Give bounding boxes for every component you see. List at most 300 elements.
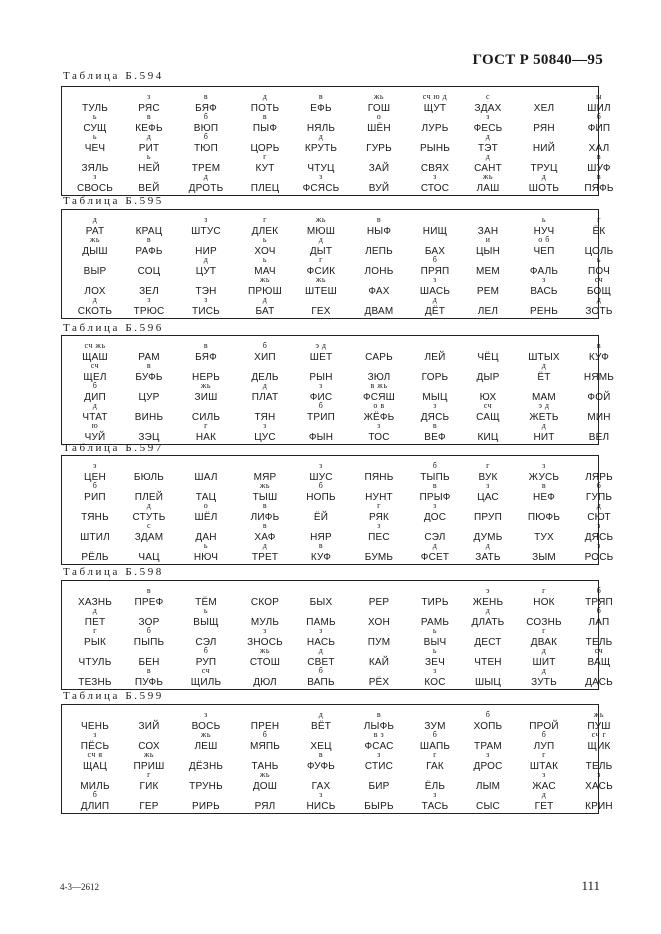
syllable-cell: [179, 255, 233, 277]
syllable-word: ТУХ: [534, 532, 554, 543]
syllable-word: ЗАН: [477, 226, 499, 237]
syllable-cell: [517, 123, 571, 134]
syllable-cell: [122, 295, 176, 317]
syllable-cell: [461, 352, 515, 363]
syllable-word: НАСЬ: [306, 637, 336, 648]
syllable-cell: [352, 472, 406, 483]
syllable-word: ШЕТ: [309, 352, 333, 363]
syllable-cell: [179, 761, 233, 772]
syllable-word: ГОШ: [367, 103, 391, 114]
syllable-word: РУП: [195, 657, 217, 668]
syllable-cell: [461, 286, 515, 297]
variant-annotation: ь: [203, 606, 209, 615]
syllable-cell: [294, 750, 348, 772]
syllable-word: ТЭТ: [477, 143, 498, 154]
variant-annotation: о в: [373, 401, 385, 410]
syllable-word: ЩУТ: [423, 103, 447, 114]
variant-annotation: г: [377, 501, 381, 510]
syllable-word: ДЕСТ: [474, 637, 502, 648]
syllable-word: ГАК: [426, 761, 444, 772]
variant-annotation: д: [541, 172, 547, 181]
syllable-word: ДЕЛЬ: [251, 372, 279, 383]
syllable-cell: [408, 666, 462, 688]
syllable-word: ФОЙ: [587, 392, 611, 403]
syllable-cell: [294, 481, 348, 503]
variant-annotation: г: [542, 626, 546, 635]
syllable-word: ФАЛЬ: [529, 266, 559, 277]
syllable-word: ЛЫФЬ: [363, 721, 395, 732]
syllable-word: СОЗНЬ: [526, 617, 562, 628]
syllable-table: [61, 335, 615, 445]
syllable-word: СТУТЬ: [132, 512, 166, 523]
syllable-word: РЁЛЬ: [81, 552, 109, 563]
variant-annotation: з: [93, 172, 97, 181]
syllable-word: ШТЕШ: [305, 286, 337, 297]
variant-annotation: д: [92, 215, 98, 224]
syllable-word: ГИК: [139, 781, 159, 792]
syllable-word: РЫК: [84, 637, 106, 648]
syllable-word: ЦУТ: [195, 266, 217, 277]
syllable-word: ШЁН: [367, 123, 391, 134]
syllable-word: РЫНЬ: [419, 143, 451, 154]
syllable-cell: [179, 666, 233, 688]
syllable-cell: [408, 92, 462, 114]
syllable-word: ЛЕШ: [194, 741, 218, 752]
variant-annotation: б: [432, 730, 438, 739]
variant-annotation: сч: [201, 666, 211, 675]
syllable-word: ПЫПЬ: [133, 637, 165, 648]
syllable-cell: [461, 637, 515, 648]
variant-annotation: жь: [259, 646, 271, 655]
syllable-cell: [122, 152, 176, 174]
syllable-cell: [572, 215, 626, 237]
syllable-word: СЮТ: [587, 512, 611, 523]
syllable-word: БУФЬ: [135, 372, 163, 383]
syllable-cell: [408, 123, 462, 134]
syllable-word: ПАМЬ: [306, 617, 336, 628]
syllable-word: ШТЫХ: [528, 352, 560, 363]
syllable-cell: [179, 730, 233, 752]
syllable-word: ШАПЬ: [419, 741, 451, 752]
variant-annotation: г: [319, 255, 323, 264]
syllable-word: ТРАМ: [474, 741, 502, 752]
syllable-word: РЕМ: [476, 286, 500, 297]
variant-annotation: жь: [89, 235, 101, 244]
variant-annotation: з: [433, 401, 437, 410]
variant-annotation: ь: [92, 132, 98, 141]
variant-annotation: з: [319, 381, 323, 390]
syllable-word: МУЛЬ: [250, 617, 280, 628]
variant-annotation: з: [433, 501, 437, 510]
variant-annotation: э: [93, 461, 97, 470]
syllable-word: БАТ: [255, 306, 275, 317]
syllable-word: ЛИФЬ: [250, 512, 280, 523]
syllable-cell: [179, 341, 233, 363]
syllable-cell: [238, 381, 292, 403]
variant-annotation: з: [263, 421, 267, 430]
variant-annotation: в: [376, 710, 382, 719]
syllable-word: ВЫЩ: [193, 617, 219, 628]
variant-annotation: в: [432, 481, 438, 490]
variant-annotation: ь: [146, 152, 152, 161]
syllable-word: ШИТ: [532, 657, 556, 668]
variant-annotation: д: [596, 295, 602, 304]
footer-code: 4-3—2612: [60, 882, 99, 892]
syllable-word: СВЕТ: [307, 657, 335, 668]
variant-annotation: ь: [432, 646, 438, 655]
variant-annotation: о: [203, 501, 209, 510]
variant-annotation: д: [596, 501, 602, 510]
syllable-cell: [179, 215, 233, 237]
syllable-word: ФУФЬ: [306, 761, 336, 772]
variant-annotation: д: [262, 92, 268, 101]
syllable-word: КОС: [424, 677, 446, 688]
table-caption: Таблица Б.595: [63, 195, 164, 207]
syllable-cell: [517, 666, 571, 688]
syllable-word: НЕЙ: [138, 163, 160, 174]
variant-annotation: жь: [373, 92, 385, 101]
syllable-word: ДЯСЬ: [420, 412, 450, 423]
syllable-word: ЗЕЧ: [425, 657, 445, 668]
syllable-word: ДЁЗНЬ: [188, 761, 224, 772]
syllable-word: ТРЕМ: [191, 163, 221, 174]
syllable-cell: [68, 266, 122, 277]
syllable-word: ЦОРЬ: [250, 143, 280, 154]
syllable-word: ПЛЕЦ: [250, 183, 280, 194]
syllable-word: ЦУС: [254, 432, 276, 443]
syllable-word: ФСЯСЬ: [302, 183, 340, 194]
variant-annotation: б: [262, 730, 268, 739]
variant-annotation: д: [485, 152, 491, 161]
variant-annotation: в: [146, 666, 152, 675]
syllable-word: НЯМЬ: [583, 372, 615, 383]
syllable-cell: [461, 481, 515, 503]
syllable-cell: [68, 626, 122, 648]
syllable-cell: [68, 677, 122, 688]
syllable-cell: [461, 401, 515, 423]
syllable-cell: [517, 421, 571, 443]
syllable-word: РАМЬ: [420, 617, 450, 628]
variant-annotation: ь: [203, 541, 209, 550]
syllable-word: БИР: [368, 781, 390, 792]
variant-annotation: б: [318, 666, 324, 675]
syllable-word: МЯПЬ: [249, 741, 281, 752]
syllable-word: САНТ: [474, 163, 502, 174]
syllable-word: ЩАШ: [82, 352, 108, 363]
syllable-cell: [461, 372, 515, 383]
syllable-word: ЗОР: [138, 617, 160, 628]
syllable-word: БЯФ: [195, 103, 217, 114]
syllable-word: ЧЁЦ: [477, 352, 499, 363]
table-caption: Таблица Б.594: [63, 70, 164, 82]
variant-annotation: з: [542, 461, 546, 470]
syllable-cell: [294, 401, 348, 423]
variant-annotation: с: [485, 92, 491, 101]
syllable-cell: [352, 597, 406, 608]
variant-annotation: жь: [200, 381, 212, 390]
syllable-word: ЦУР: [138, 392, 160, 403]
syllable-cell: [352, 617, 406, 628]
variant-annotation: б: [596, 112, 602, 121]
variant-annotation: б: [92, 481, 98, 490]
syllable-cell: [352, 781, 406, 792]
syllable-word: ХАФ: [254, 532, 276, 543]
variant-annotation: з: [93, 730, 97, 739]
syllable-word: КРИН: [585, 801, 613, 812]
syllable-word: ГЕТ: [534, 801, 554, 812]
syllable-cell: [517, 172, 571, 194]
syllable-cell: [179, 172, 233, 194]
syllable-cell: [572, 730, 626, 752]
syllable-word: НЕФ: [532, 492, 556, 503]
variant-annotation: г: [542, 750, 546, 759]
syllable-word: ЧТУЦ: [307, 163, 335, 174]
syllable-cell: [461, 172, 515, 194]
syllable-word: КУТ: [255, 163, 275, 174]
syllable-word: ДЫР: [476, 372, 500, 383]
syllable-word: ХИП: [254, 352, 276, 363]
syllable-cell: [68, 657, 122, 668]
syllable-cell: [122, 361, 176, 383]
variant-annotation: в: [262, 501, 268, 510]
syllable-word: ДОС: [423, 512, 447, 523]
syllable-word: СУЩ: [83, 123, 107, 134]
syllable-cell: [517, 361, 571, 383]
syllable-word: РАМ: [138, 352, 160, 363]
syllable-word: ЗЭЦ: [138, 432, 160, 443]
syllable-word: ФСЯШ: [362, 392, 395, 403]
syllable-word: ХОЧ: [254, 246, 276, 257]
syllable-word: ХЕЦ: [310, 741, 332, 752]
variant-annotation: г: [93, 626, 97, 635]
syllable-cell: [68, 295, 122, 317]
syllable-cell: [517, 512, 571, 523]
variant-annotation: з: [263, 626, 267, 635]
syllable-word: НЫФ: [366, 226, 392, 237]
syllable-word: ГЕР: [139, 801, 159, 812]
syllable-word: КУФ: [310, 552, 332, 563]
syllable-word: ЧЕП: [533, 246, 555, 257]
syllable-word: НЕРЬ: [192, 372, 220, 383]
syllable-cell: [572, 801, 626, 812]
variant-annotation: д: [146, 501, 152, 510]
syllable-cell: [238, 295, 292, 317]
syllable-word: ТЁМ: [195, 597, 217, 608]
syllable-word: ТЫПЬ: [420, 472, 450, 483]
syllable-word: ЧЕЧ: [84, 143, 106, 154]
variant-annotation: б: [92, 790, 98, 799]
variant-annotation: жь: [143, 750, 155, 759]
variant-annotation: сч жь: [84, 341, 106, 350]
syllable-word: МЯР: [253, 472, 277, 483]
variant-annotation: б: [485, 710, 491, 719]
syllable-cell: [572, 412, 626, 423]
syllable-cell: [238, 646, 292, 668]
variant-annotation: в: [541, 481, 547, 490]
syllable-word: ДЫШ: [82, 246, 108, 257]
syllable-cell: [352, 750, 406, 772]
syllable-cell: [238, 112, 292, 134]
syllable-word: ШАСЬ: [419, 286, 451, 297]
syllable-word: ЁЛЬ: [424, 781, 446, 792]
syllable-word: ВИНЬ: [134, 412, 164, 423]
variant-annotation: з: [542, 770, 546, 779]
syllable-cell: [122, 666, 176, 688]
syllable-word: ЛЕПЬ: [365, 246, 393, 257]
syllable-word: ВУК: [478, 472, 498, 483]
variant-annotation: жь: [315, 215, 327, 224]
syllable-cell: [68, 235, 122, 257]
syllable-word: ВАСЬ: [530, 286, 558, 297]
syllable-word: ЗИЙ: [138, 721, 160, 732]
variant-annotation: г: [542, 586, 546, 595]
syllable-cell: [294, 306, 348, 317]
syllable-cell: [352, 657, 406, 668]
syllable-word: МАЧ: [254, 266, 276, 277]
variant-annotation: в: [203, 341, 209, 350]
variant-annotation: д: [318, 132, 324, 141]
variant-annotation: з: [204, 710, 208, 719]
variant-annotation: з: [319, 790, 323, 799]
syllable-cell: [461, 306, 515, 317]
syllable-cell: [294, 710, 348, 732]
syllable-word: ДЮЛ: [253, 677, 277, 688]
variant-annotation: в: [432, 421, 438, 430]
syllable-word: ЗЕЛ: [139, 286, 159, 297]
syllable-cell: [294, 597, 348, 608]
syllable-cell: [517, 275, 571, 297]
syllable-word: СЭЛ: [195, 637, 217, 648]
syllable-word: ЩЕЛ: [83, 372, 107, 383]
syllable-word: ПУМ: [367, 637, 391, 648]
variant-annotation: д: [541, 361, 547, 370]
syllable-cell: [352, 246, 406, 257]
syllable-word: ЧТЕН: [474, 657, 502, 668]
syllable-table: [61, 580, 613, 690]
syllable-word: МИН: [587, 412, 611, 423]
syllable-cell: [238, 770, 292, 792]
variant-annotation: б: [432, 461, 438, 470]
variant-annotation: б: [541, 730, 547, 739]
syllable-word: НИЙ: [532, 143, 556, 154]
syllable-cell: [352, 266, 406, 277]
syllable-cell: [238, 421, 292, 443]
syllable-word: ВЕФ: [424, 432, 446, 443]
syllable-cell: [68, 132, 122, 154]
syllable-word: ЧТАТ: [82, 412, 108, 423]
syllable-cell: [352, 163, 406, 174]
syllable-word: ПРОЙ: [529, 721, 559, 732]
syllable-word: ПРЯП: [420, 266, 450, 277]
syllable-word: ФСАС: [364, 741, 394, 752]
variant-annotation: з: [377, 750, 381, 759]
syllable-cell: [294, 172, 348, 194]
variant-annotation: з: [377, 521, 381, 530]
variant-annotation: в з: [373, 730, 385, 739]
syllable-cell: [352, 677, 406, 688]
variant-annotation: з: [597, 770, 601, 779]
variant-annotation: о: [376, 112, 382, 121]
syllable-word: РИТ: [138, 143, 160, 154]
syllable-word: СКОР: [250, 597, 280, 608]
syllable-word: СИЛЬ: [191, 412, 221, 423]
syllable-word: ДЁТ: [424, 306, 446, 317]
syllable-word: МЕМ: [476, 266, 500, 277]
syllable-cell: [122, 235, 176, 257]
syllable-cell: [352, 286, 406, 297]
syllable-word: ЗДАМ: [134, 532, 164, 543]
syllable-cell: [572, 432, 626, 443]
variant-annotation: д: [318, 710, 324, 719]
syllable-word: РЕНЬ: [530, 306, 558, 317]
syllable-cell: [238, 183, 292, 194]
syllable-cell: [572, 646, 626, 668]
syllable-word: ХАЗНЬ: [77, 597, 113, 608]
syllable-word: ШОТЬ: [528, 183, 560, 194]
syllable-word: ТЯНЬ: [81, 512, 109, 523]
variant-annotation: з: [433, 666, 437, 675]
syllable-cell: [408, 750, 462, 772]
syllable-cell: [238, 152, 292, 174]
variant-annotation: д: [262, 381, 268, 390]
variant-annotation: жь: [259, 275, 271, 284]
syllable-word: ТЫШ: [252, 492, 278, 503]
syllable-word: ВЫР: [83, 266, 107, 277]
variant-annotation: з: [377, 421, 381, 430]
variant-annotation: д: [541, 790, 547, 799]
variant-annotation: жь: [259, 481, 271, 490]
variant-annotation: д: [203, 255, 209, 264]
variant-annotation: сч: [594, 646, 604, 655]
syllable-word: ЦАС: [477, 492, 499, 503]
syllable-word: ПЮФЬ: [527, 512, 561, 523]
variant-annotation: ь: [541, 215, 547, 224]
variant-annotation: г: [433, 750, 437, 759]
variant-annotation: сч ю д: [422, 92, 448, 101]
syllable-cell: [461, 512, 515, 523]
syllable-cell: [352, 306, 406, 317]
variant-annotation: г: [263, 152, 267, 161]
syllable-word: ГУПЬ: [585, 492, 613, 503]
syllable-word: ЗОТЬ: [585, 306, 613, 317]
syllable-cell: [294, 432, 348, 443]
variant-annotation: з: [147, 92, 151, 101]
syllable-cell: [461, 801, 515, 812]
syllable-word: ШТАК: [529, 761, 559, 772]
syllable-table: [61, 209, 614, 319]
syllable-word: ЗЯЛЬ: [81, 163, 109, 174]
variant-annotation: э д: [315, 341, 327, 350]
syllable-word: ХАСЬ: [585, 781, 613, 792]
syllable-word: РОСЬ: [584, 552, 614, 563]
variant-annotation: э: [486, 586, 490, 595]
syllable-cell: [122, 472, 176, 483]
syllable-cell: [352, 552, 406, 563]
syllable-cell: [461, 606, 515, 628]
syllable-word: ФИП: [587, 123, 611, 134]
syllable-cell: [517, 103, 571, 114]
variant-annotation: б: [203, 132, 209, 141]
syllable-word: ТАЦ: [195, 492, 217, 503]
syllable-word: ЗУТЬ: [531, 677, 557, 688]
syllable-word: БЫРЬ: [364, 801, 394, 812]
syllable-cell: [179, 381, 233, 403]
syllable-word: ТЕЛЬ: [585, 761, 613, 772]
table-caption: Таблица Б.597: [63, 442, 164, 454]
syllable-cell: [122, 412, 176, 423]
syllable-word: РЯС: [138, 103, 160, 114]
syllable-cell: [68, 532, 122, 543]
